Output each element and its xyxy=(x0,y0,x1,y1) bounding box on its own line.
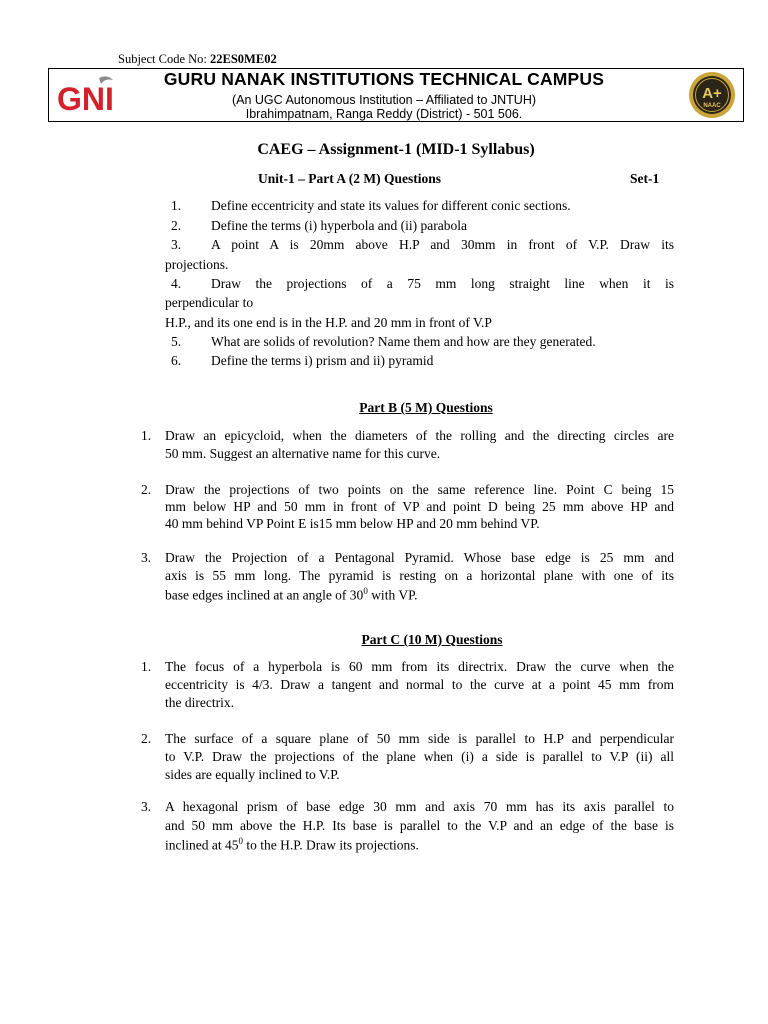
unit-title: Unit-1 – Part A (2 M) Questions xyxy=(258,171,441,186)
question-text: axis is 55 mm long. The pyramid is resting on a horizontal plane with one of its xyxy=(165,568,674,583)
question-text: Define eccentricity and state its values for different conic sections. xyxy=(211,198,571,213)
question-number: 2. xyxy=(141,731,152,746)
naac-label: NAAC xyxy=(703,103,721,109)
question-text: perpendicular to xyxy=(165,295,254,310)
institution-name: GURU NANAK INSTITUTIONS TECHNICAL CAMPUS xyxy=(163,69,605,89)
question-text: A hexagonal prism of base edge 30 mm and axis 70 mm has its axis parallel to xyxy=(165,799,674,814)
question-text: projections. xyxy=(165,257,229,272)
question-text: A point A is 20mm above H.P and 30mm in front of V.P. Draw its xyxy=(211,237,674,252)
question-text: The focus of a hyperbola is 60 mm from its directrix. Draw the curve when the xyxy=(165,659,674,674)
question-text: Draw the projections of two points on the same reference line. Point C being 15 xyxy=(165,482,674,497)
question-text: sides are equally inclined to V.P. xyxy=(165,767,340,782)
question-text: Draw the projections of a 75 mm long straight line when it is xyxy=(211,276,674,291)
question-number: 5. xyxy=(171,334,182,349)
document-title: CAEG – Assignment-1 (MID-1 Syllabus) xyxy=(257,141,535,158)
question-text: What are solids of revolution? Name them and how are they generated. xyxy=(211,334,596,349)
question-number: 1. xyxy=(141,428,152,443)
question-text: 50 mm. Suggest an alternative name for this curve. xyxy=(165,446,441,461)
question-number: 6. xyxy=(171,353,182,368)
gni-logo-text: GNI xyxy=(57,81,114,117)
question-number: 1. xyxy=(171,198,182,213)
question-text: base edges inclined at an angle of $30^0$ with VP. xyxy=(165,586,418,603)
question-number: 1. xyxy=(141,659,152,674)
institution-address: Ibrahimpatnam, Ranga Reddy (District) - 501 506. xyxy=(245,107,523,121)
question-text: 40 mm behind VP Point E is15 mm below HP and 20 mm behind VP. xyxy=(165,516,540,531)
institution-affiliation: (An UGC Autonomous Institution – Affiliated to JNTUH) xyxy=(231,93,537,107)
question-text: Draw an epicycloid, when the diameters of the rolling and the directing circles are xyxy=(165,428,674,443)
set-label: Set-1 xyxy=(630,171,660,186)
question-text: The surface of a square plane of 50 mm side is parallel to H.P and perpendicular xyxy=(165,731,674,746)
part-c-heading: Part C (10 M) Questions xyxy=(361,632,503,647)
question-text: Define the terms (i) hyperbola and (ii) parabola xyxy=(211,218,468,233)
question-text: H.P., and its one end is in the H.P. and 20 mm in front of V.P xyxy=(165,315,492,330)
subject-code: Subject Code No: 22ES0ME02 xyxy=(118,52,277,66)
question-number: 2. xyxy=(141,482,152,497)
question-number: 3. xyxy=(141,550,152,565)
question-text: Draw the Projection of a Pentagonal Pyramid. Whose base edge is 25 mm and xyxy=(165,550,674,565)
question-number: 4. xyxy=(171,276,182,291)
question-text: to V.P. Draw the projections of the plane when (i) a side is parallel to V.P (ii) all xyxy=(165,749,674,764)
question-number: 3. xyxy=(141,799,152,814)
question-text: mm below HP and 50 mm in front of VP and point D being 25 mm above HP and xyxy=(165,499,674,514)
question-text: and 50 mm above the H.P. Its base is parallel to the V.P and an edge of the base is xyxy=(165,818,674,833)
question-text: the directrix. xyxy=(165,695,234,710)
question-number: 3. xyxy=(171,237,182,252)
question-number: 2. xyxy=(171,218,182,233)
question-text: eccentricity is 4/3. Draw a tangent and normal to the curve at a point 45 mm from xyxy=(165,677,674,692)
part-b-heading: Part B (5 M) Questions xyxy=(359,400,493,415)
naac-grade: A+ xyxy=(702,85,722,102)
question-text: inclined at $45^0$ to the H.P. Draw its projections. xyxy=(165,836,419,853)
question-text: Define the terms i) prism and ii) pyramid xyxy=(211,353,434,368)
